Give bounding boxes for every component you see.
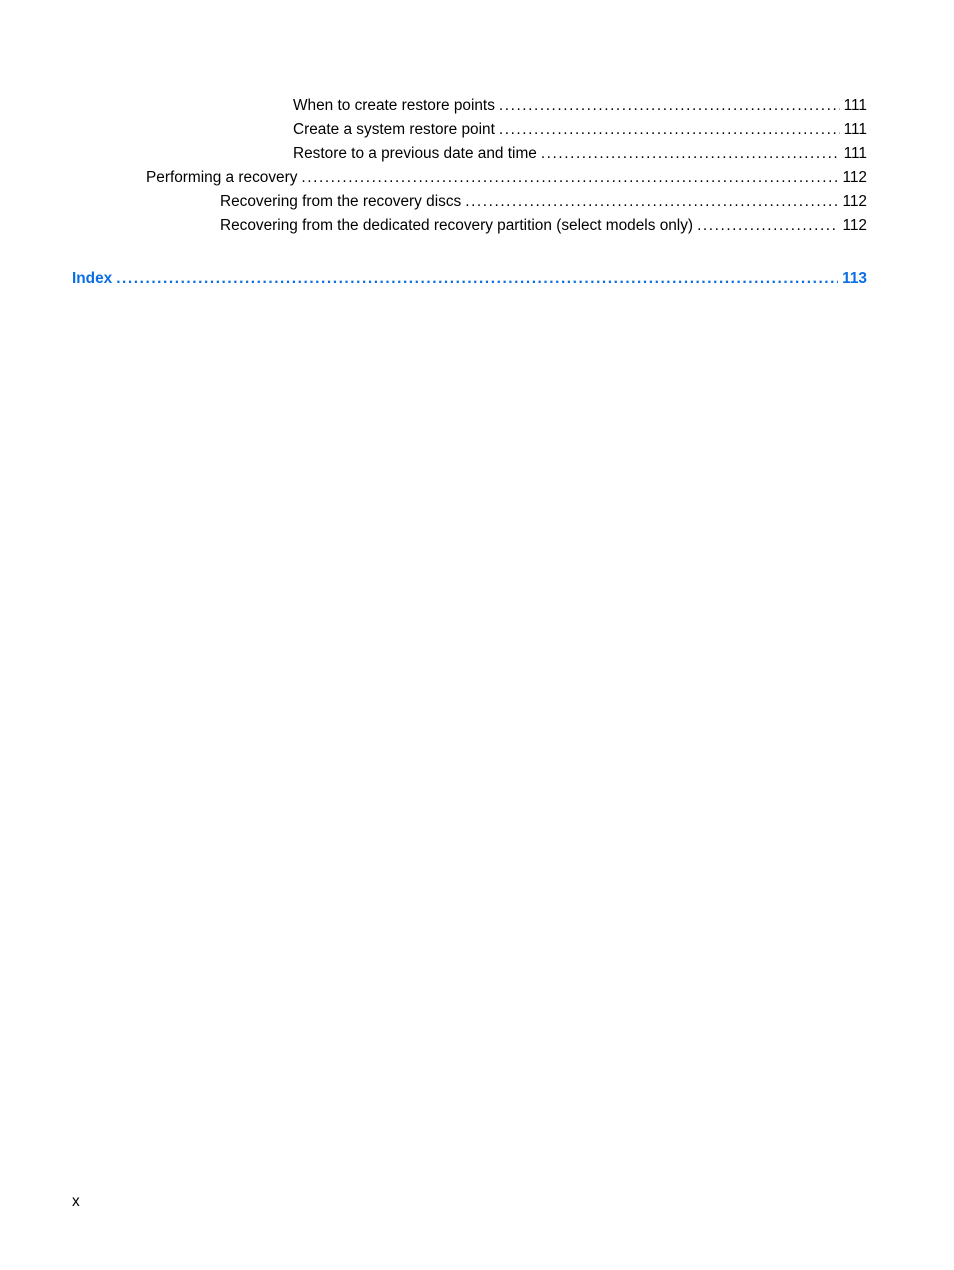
toc-entry-page: 111 bbox=[843, 97, 867, 114]
toc-entry-title: When to create restore points bbox=[293, 97, 495, 114]
toc-dot-leader bbox=[541, 144, 840, 164]
toc-entry-create-system-restore-point[interactable] bbox=[293, 120, 867, 140]
toc-dot-leader bbox=[697, 216, 838, 236]
toc-entry-when-to-create-restore-points[interactable] bbox=[293, 96, 867, 116]
toc-entry-recovering-from-discs[interactable] bbox=[220, 192, 867, 212]
toc-entry-page: 112 bbox=[842, 193, 867, 210]
toc-chapter-title: Index bbox=[72, 270, 113, 287]
toc-chapter-page: 113 bbox=[842, 270, 867, 287]
toc-entry-page: 112 bbox=[842, 217, 867, 234]
toc-chapter-index[interactable] bbox=[72, 269, 867, 289]
toc-entry-performing-a-recovery[interactable] bbox=[146, 168, 867, 188]
toc-entry-title: Recovering from the recovery discs bbox=[220, 193, 462, 210]
toc-dot-leader bbox=[465, 192, 838, 212]
page-number: x bbox=[72, 1193, 80, 1210]
toc-entry-restore-previous-date[interactable] bbox=[293, 144, 867, 164]
toc-entry-page: 111 bbox=[843, 121, 867, 138]
toc-dot-leader bbox=[301, 168, 838, 188]
toc-dot-leader bbox=[116, 269, 838, 289]
toc-entry-recovering-from-partition[interactable] bbox=[220, 216, 867, 236]
toc-entry-title: Recovering from the dedicated recovery partition (select models only) bbox=[220, 217, 694, 234]
toc-entry-title: Performing a recovery bbox=[146, 169, 298, 186]
toc-entry-page: 112 bbox=[842, 169, 867, 186]
toc-entry-page: 111 bbox=[843, 145, 867, 162]
toc-entry-title: Restore to a previous date and time bbox=[293, 145, 537, 162]
toc-entry-title: Create a system restore point bbox=[293, 121, 495, 138]
toc-dot-leader bbox=[499, 96, 840, 116]
toc-dot-leader bbox=[499, 120, 840, 140]
